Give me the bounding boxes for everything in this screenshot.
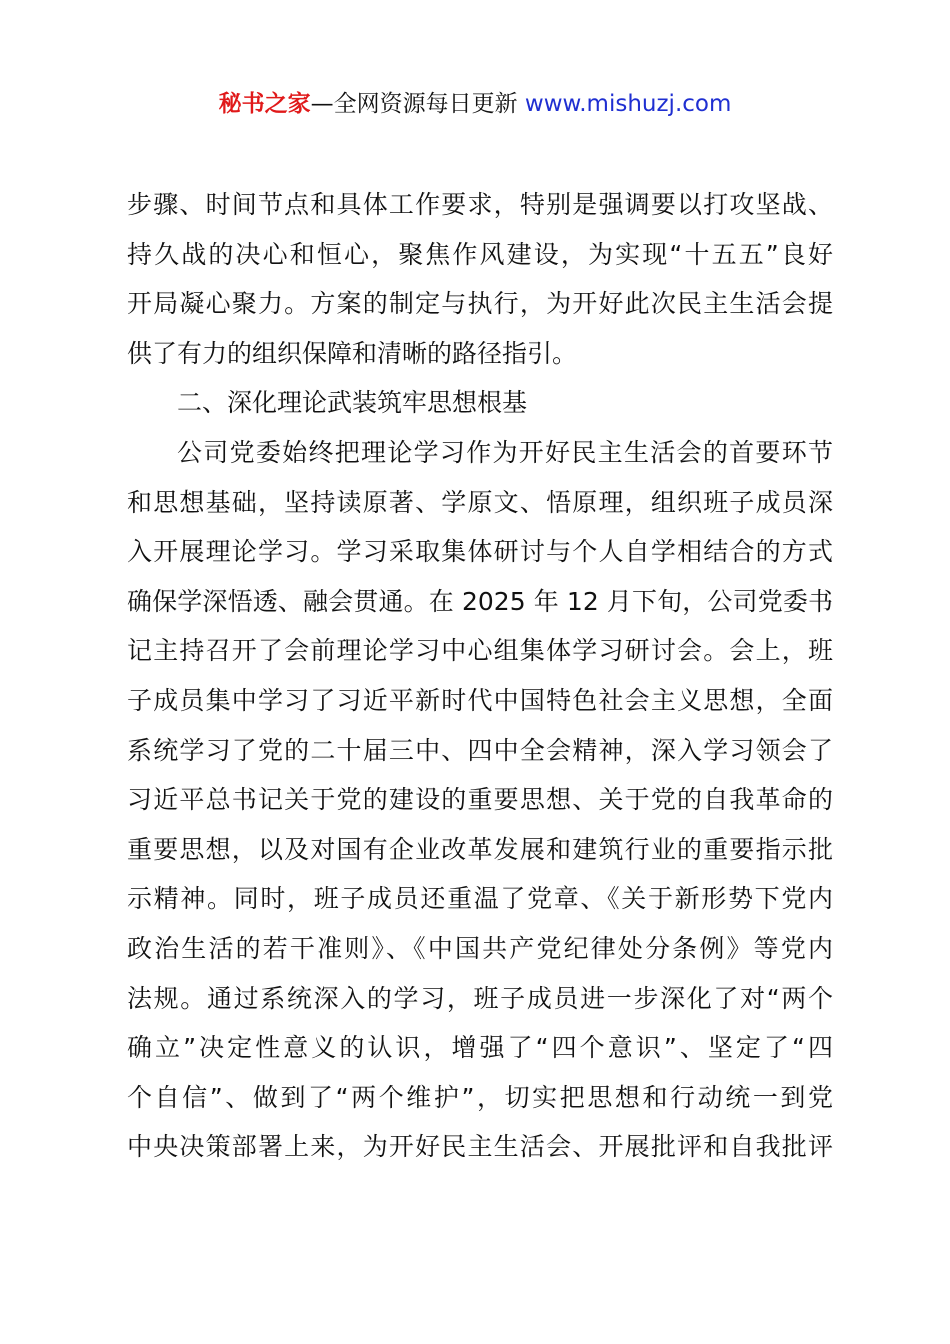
- header-tagline: —全网资源每日更新: [310, 91, 525, 117]
- paragraph-line: 确立”决定性意义的认识，增强了“四个意识”、坚定了“四: [127, 1033, 833, 1063]
- paragraph-line: 中央决策部署上来，为开好民主生活会、开展批评和自我批评: [127, 1132, 833, 1162]
- paragraph-line: 政治生活的若干准则》、《中国共产党纪律处分条例》等党内: [127, 933, 833, 963]
- paragraph-line: 子成员集中学习了习近平新时代中国特色社会主义思想，全面: [127, 685, 833, 715]
- paragraph-line: 步骤、时间节点和具体工作要求，特别是强调要以打攻坚战、: [127, 190, 833, 219]
- site-url-link[interactable]: www.mishuzj.com: [524, 91, 732, 117]
- paragraph-line: 重要思想，以及对国有企业改革发展和建筑行业的重要指示批: [127, 834, 833, 864]
- paragraph-line: 入开展理论学习。学习采取集体研讨与个人自学相结合的方式: [127, 537, 833, 567]
- site-header: [0, 86, 950, 122]
- paragraph-line: 公司党委始终把理论学习作为开好民主生活会的首要环节: [177, 437, 833, 467]
- paragraph-line: 习近平总书记关于党的建设的重要思想、关于党的自我革命的: [127, 785, 833, 815]
- document-body: [127, 180, 833, 1172]
- paragraph-line: 确保学深悟透、融会贯通。在 2025 年 12 月下旬，公司党委书: [127, 586, 833, 616]
- paragraph-line: 法规。通过系统深入的学习，班子成员进一步深化了对“两个: [127, 983, 833, 1013]
- paragraph-line: 个自信”、做到了“两个维护”，切实把思想和行动统一到党: [127, 1082, 833, 1112]
- section-heading: 二、深化理论武装筑牢思想根基: [177, 388, 528, 418]
- paragraph-line: 持久战的决心和恒心，聚焦作风建设，为实现“十五五”良好: [127, 239, 833, 269]
- paragraph-line: 系统学习了党的二十届三中、四中全会精神，深入学习领会了: [127, 735, 833, 765]
- brand-name: 秘书之家: [218, 91, 311, 117]
- paragraph-line: 记主持召开了会前理论学习中心组集体学习研讨会。会上，班: [127, 636, 833, 666]
- paragraph-line: 开局凝心聚力。方案的制定与执行，为开好此次民主生活会提: [127, 289, 833, 319]
- paragraph-line: 示精神。同时，班子成员还重温了党章、《关于新形势下党内: [127, 884, 833, 914]
- paragraph-line: 供了有力的组织保障和清晰的路径指引。: [127, 338, 578, 368]
- paragraph-line: 和思想基础，坚持读原著、学原文、悟原理，组织班子成员深: [127, 487, 833, 517]
